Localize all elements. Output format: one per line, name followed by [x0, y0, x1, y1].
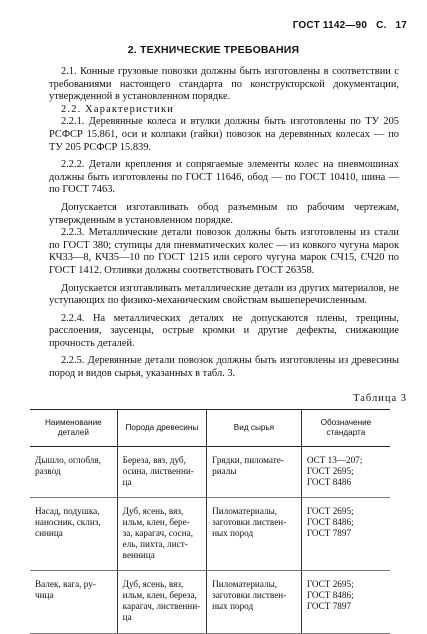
- paragraph-2-2-1: 2.2.1. Деревянные колеса и втулки должны быть изготовлены по ТУ 205 РСФСР 15.861, оси и колпаки (гайки) повозок на деревянных колесах — по ТУ 205 РСФСР 15.839.: [49, 116, 399, 153]
- cell-standard: [301, 447, 390, 498]
- section-title: 2. ТЕХНИЧЕСКИЕ ТРЕБОВАНИЯ: [127, 44, 300, 56]
- page-number: 17: [395, 20, 407, 31]
- table-row: [30, 447, 390, 498]
- cell-line: ОСТ 13—207;: [306, 455, 363, 465]
- header-part-name: Наименование деталей: [30, 410, 117, 447]
- cell-wood-species: [117, 571, 206, 633]
- cell-line: ГОСТ 8486;: [306, 517, 354, 528]
- paragraph-2-2-2: 2.2.2. Детали крепления и сопрягаемые элементы колес на пневмошинах должны быть изготовлены по ГОСТ 11646, обод — по ГОСТ 10410, шина — по ГОСТ 7463.: [49, 159, 399, 196]
- cell-line: ГОСТ 8486;: [306, 590, 354, 601]
- cell-line: Пиломатериалы,: [212, 579, 278, 590]
- table-header-row: [30, 410, 390, 447]
- cell-line: ГОСТ 8486: [306, 476, 352, 487]
- cell-line: венница: [122, 549, 155, 560]
- cell-line: развод: [35, 465, 61, 476]
- cell-line: ГОСТ 2695;: [306, 465, 354, 476]
- paragraph-rim: Допускается изготавливать обод разъемным по рабочим чертежам, утвержденным в установленном порядке.: [49, 201, 399, 226]
- cell-line: ца: [122, 476, 132, 487]
- cell-line: заготовки листвен-: [212, 517, 287, 528]
- cell-standard: [301, 571, 390, 633]
- cell-line: Дуб, ясень, вяз,: [122, 506, 184, 517]
- cell-line: Грядки, пиломате-: [212, 455, 284, 465]
- cell-line: ца: [122, 611, 132, 622]
- cell-line: ильм, клен, бере-: [122, 517, 190, 528]
- cell-line: синица: [35, 527, 63, 538]
- cell-line: ГОСТ 2695;: [306, 579, 354, 590]
- cell-line: ГОСТ 7897: [306, 600, 352, 611]
- wood-species-table: [30, 409, 390, 634]
- cell-line: Дышло, оглобля,: [35, 455, 101, 465]
- cell-line: ГОСТ 2695;: [306, 506, 354, 517]
- page-header: [287, 20, 407, 31]
- header-raw-material: Вид сырья: [207, 410, 302, 447]
- cell-line: Пиломатериалы,: [212, 506, 278, 517]
- page-symbol: С.: [376, 20, 387, 31]
- cell-raw-material: [207, 498, 302, 571]
- table-row: [30, 571, 390, 633]
- paragraph-2-2-3: 2.2.3. Металлические детали повозок должны быть изготовлены из стали по ГОСТ 380; ступицы для пневматических колес — из ковкого чугуна марок КЧ33—8, КЧ35—10 по ГОСТ 1215 или серого чугуна марок СЧ15, СЧ20 по ГОСТ 1412. Отливки должны соответствовать ГОСТ 26358.: [49, 227, 399, 276]
- cell-line: Береза, вяз, дуб,: [122, 455, 186, 465]
- cell-line: осина, лиственни-: [122, 465, 194, 476]
- cell-line: карагач, лиственни-: [122, 600, 201, 611]
- cell-wood-species: [117, 447, 206, 498]
- header-standard: Обозначение стандарта: [301, 410, 390, 447]
- table-row: [30, 498, 390, 571]
- standard-number: ГОСТ 1142—90: [292, 20, 368, 31]
- cell-part-name: [30, 447, 117, 498]
- cell-wood-species: [117, 498, 206, 571]
- cell-line: наносник, склиз,: [35, 517, 101, 528]
- cell-line: ных пород: [212, 600, 254, 611]
- cell-line: ных пород: [212, 527, 254, 538]
- paragraph-2-1: 2.1. Конные грузовые повозки должны быть изготовлены в соответствии с требованиями настоящего стандарта по конструкторской документации, утвержденной в установленном порядке.: [49, 66, 399, 103]
- cell-line: ильм, клен, береза,: [122, 590, 197, 601]
- table-caption: Таблица 3: [353, 393, 407, 404]
- cell-line: Валек, вага, ру-: [35, 579, 96, 590]
- cell-line: заготовки листвен-: [212, 590, 287, 601]
- cell-line: ель, пихта, лист-: [122, 538, 188, 549]
- document-body: [49, 66, 399, 381]
- paragraph-2-2-5: 2.2.5. Деревянные детали повозок должны быть изготовлены из древесины пород и видов сырья, указанных в табл. 3.: [49, 355, 399, 380]
- paragraph-materials: Допускается изготавливать металлические детали из других материалов, не уступающих по физико-механическим свойствам вышеперечисленным.: [49, 282, 399, 307]
- cell-line: Дуб, ясень, вяз,: [122, 579, 184, 590]
- cell-part-name: [30, 571, 117, 633]
- cell-line: Насад, подушка,: [35, 506, 100, 517]
- cell-line: риалы: [212, 465, 237, 476]
- cell-standard: [301, 498, 390, 571]
- cell-raw-material: [207, 447, 302, 498]
- cell-part-name: [30, 498, 117, 571]
- paragraph-2-2: 2.2. Характеристики: [61, 103, 175, 115]
- paragraph-2-2-4: 2.2.4. На металлических деталях не допускаются плены, трещины, расслоения, заусенцы, острые кромки и другие дефекты, снижающие прочность деталей.: [49, 312, 399, 349]
- cell-raw-material: [207, 571, 302, 633]
- cell-line: за, карагач, сосна,: [122, 527, 194, 538]
- cell-line: чица: [35, 590, 54, 601]
- cell-line: ГОСТ 7897: [306, 527, 352, 538]
- header-wood-species: Порода древесины: [117, 410, 206, 447]
